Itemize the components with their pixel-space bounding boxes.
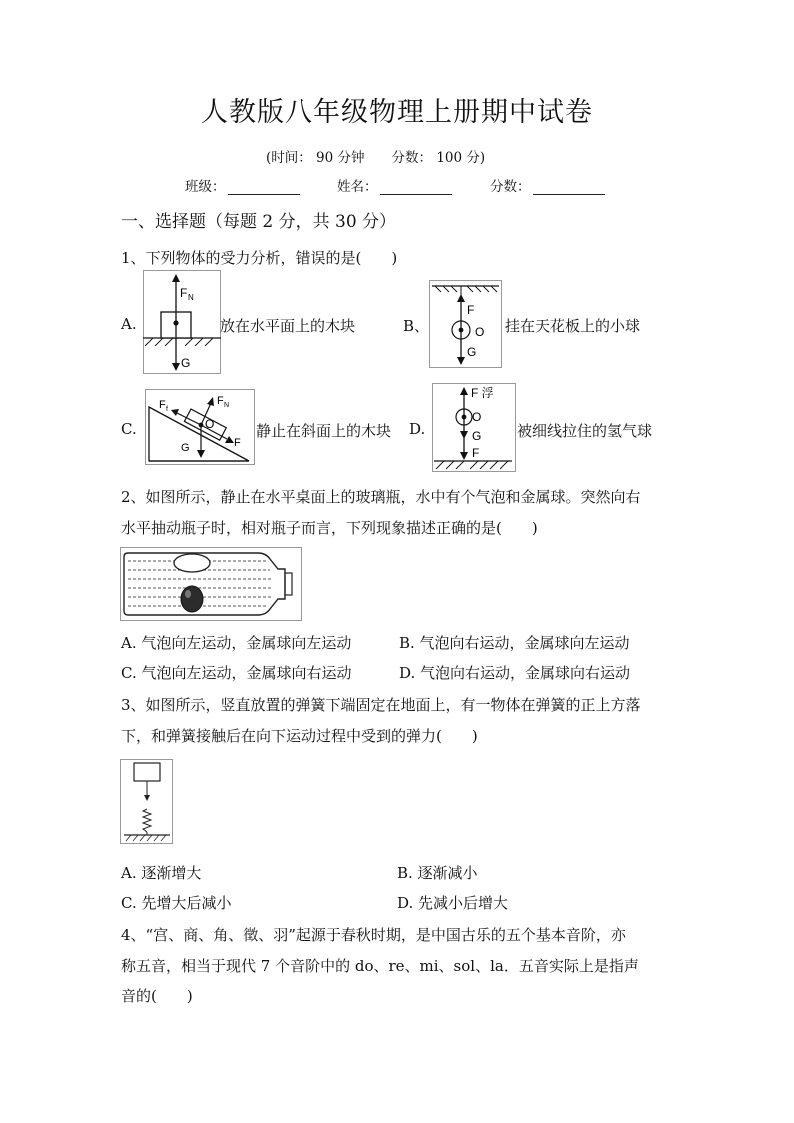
q4-stem-line1: 4、“宫、商、角、徵、羽”起源于春秋时期，是中国古乐的五个基本音阶，亦 (121, 926, 626, 944)
score-field (490, 175, 605, 195)
q3-option-d[interactable]: D. 先减小后增大 (397, 894, 509, 912)
class-label: 班级： (185, 179, 226, 195)
q3-option-b[interactable]: B. 逐渐减小 (397, 864, 478, 882)
page-title: 人教版八年级物理上册期中试卷 (201, 97, 593, 128)
section-heading: 一、选择题（每题 2 分，共 30 分） (121, 212, 397, 232)
q1-figure-a (143, 270, 221, 374)
q1c-fn-subscript: N (224, 402, 230, 409)
q1a-fn-subscript: N (188, 293, 194, 302)
q1d-f-label: F (472, 446, 480, 460)
q1d-o-label: O (472, 410, 482, 424)
q1b-f-label: F (467, 303, 475, 317)
score-blank[interactable] (533, 180, 605, 195)
q2-option-d[interactable]: D. 气泡向右运动，金属球向右运动 (399, 664, 631, 682)
q1d-g-label: G (472, 429, 482, 443)
class-blank[interactable] (228, 180, 300, 195)
q1-option-b-label: B、 (403, 317, 430, 335)
q1b-o-label: O (475, 325, 485, 339)
name-field (337, 175, 452, 195)
q3-option-c[interactable]: C. 先增大后减小 (121, 894, 232, 912)
name-label: 姓名： (337, 179, 378, 195)
q2-option-b[interactable]: B. 气泡向右运动，金属球向左运动 (399, 634, 630, 652)
q1-figure-b (429, 280, 502, 368)
q1c-fn-label: F (217, 395, 224, 407)
q2-option-c[interactable]: C. 气泡向左运动，金属球向右运动 (121, 664, 352, 682)
q2-stem-line1: 2、如图所示，静止在水平桌面上的玻璃瓶，水中有个气泡和金属球。突然向右 (121, 488, 641, 506)
q4-stem-line3: 音的( ) (121, 987, 193, 1005)
q1-stem: 1、下列物体的受力分析，错误的是( ) (121, 249, 398, 267)
q1-option-b-text: 挂在天花板上的小球 (505, 317, 641, 335)
q2-option-a[interactable]: A. 气泡向左运动，金属球向左运动 (121, 634, 352, 652)
q1-option-c-label: C. (121, 420, 137, 438)
q1a-fn-label: F (180, 286, 188, 300)
q2-stem-line2: 水平抽动瓶子时，相对瓶子而言，下列现象描述正确的是( ) (121, 519, 538, 537)
q1-figure-c (145, 389, 255, 465)
q3-spring-figure (120, 759, 173, 844)
q1-figure-d (432, 383, 516, 472)
q1c-f-label: F (234, 437, 241, 449)
score-label: 分数： (490, 179, 531, 195)
q4-stem-line2: 称五音，相当于现代 7 个音阶中的 do、re、mi、sol、la．五音实际上是指声 (121, 957, 639, 975)
q1-option-a-label: A. (121, 315, 137, 333)
q1c-ff-subscript: f (166, 406, 168, 413)
class-field (185, 175, 300, 195)
q1c-g-label: G (181, 442, 190, 454)
q3-option-a[interactable]: A. 逐渐增大 (121, 864, 202, 882)
q2-bottle-figure (120, 547, 302, 621)
q1a-g-label: G (181, 356, 191, 370)
q1d-fbuoy-label: F 浮 (471, 386, 494, 400)
q3-stem-line2: 下，和弹簧接触后在向下运动过程中受到的弹力( ) (121, 727, 478, 745)
q1c-ff-label: F (159, 399, 166, 411)
q1-option-d-label: D. (409, 420, 426, 438)
exam-time-info: (时间： 90 分钟 分数： 100 分) (266, 150, 486, 166)
q1-option-d-text: 被细线拉住的氢气球 (517, 422, 653, 440)
name-blank[interactable] (380, 180, 452, 195)
q1-option-a-text: 放在水平面上的木块 (220, 317, 356, 335)
q1c-o-label: O (205, 417, 215, 431)
q3-stem-line1: 3、如图所示，竖直放置的弹簧下端固定在地面上，有一物体在弹簧的正上方落 (121, 696, 641, 714)
q1-option-c-text: 静止在斜面上的木块 (256, 422, 392, 440)
q1b-g-label: G (467, 345, 477, 359)
